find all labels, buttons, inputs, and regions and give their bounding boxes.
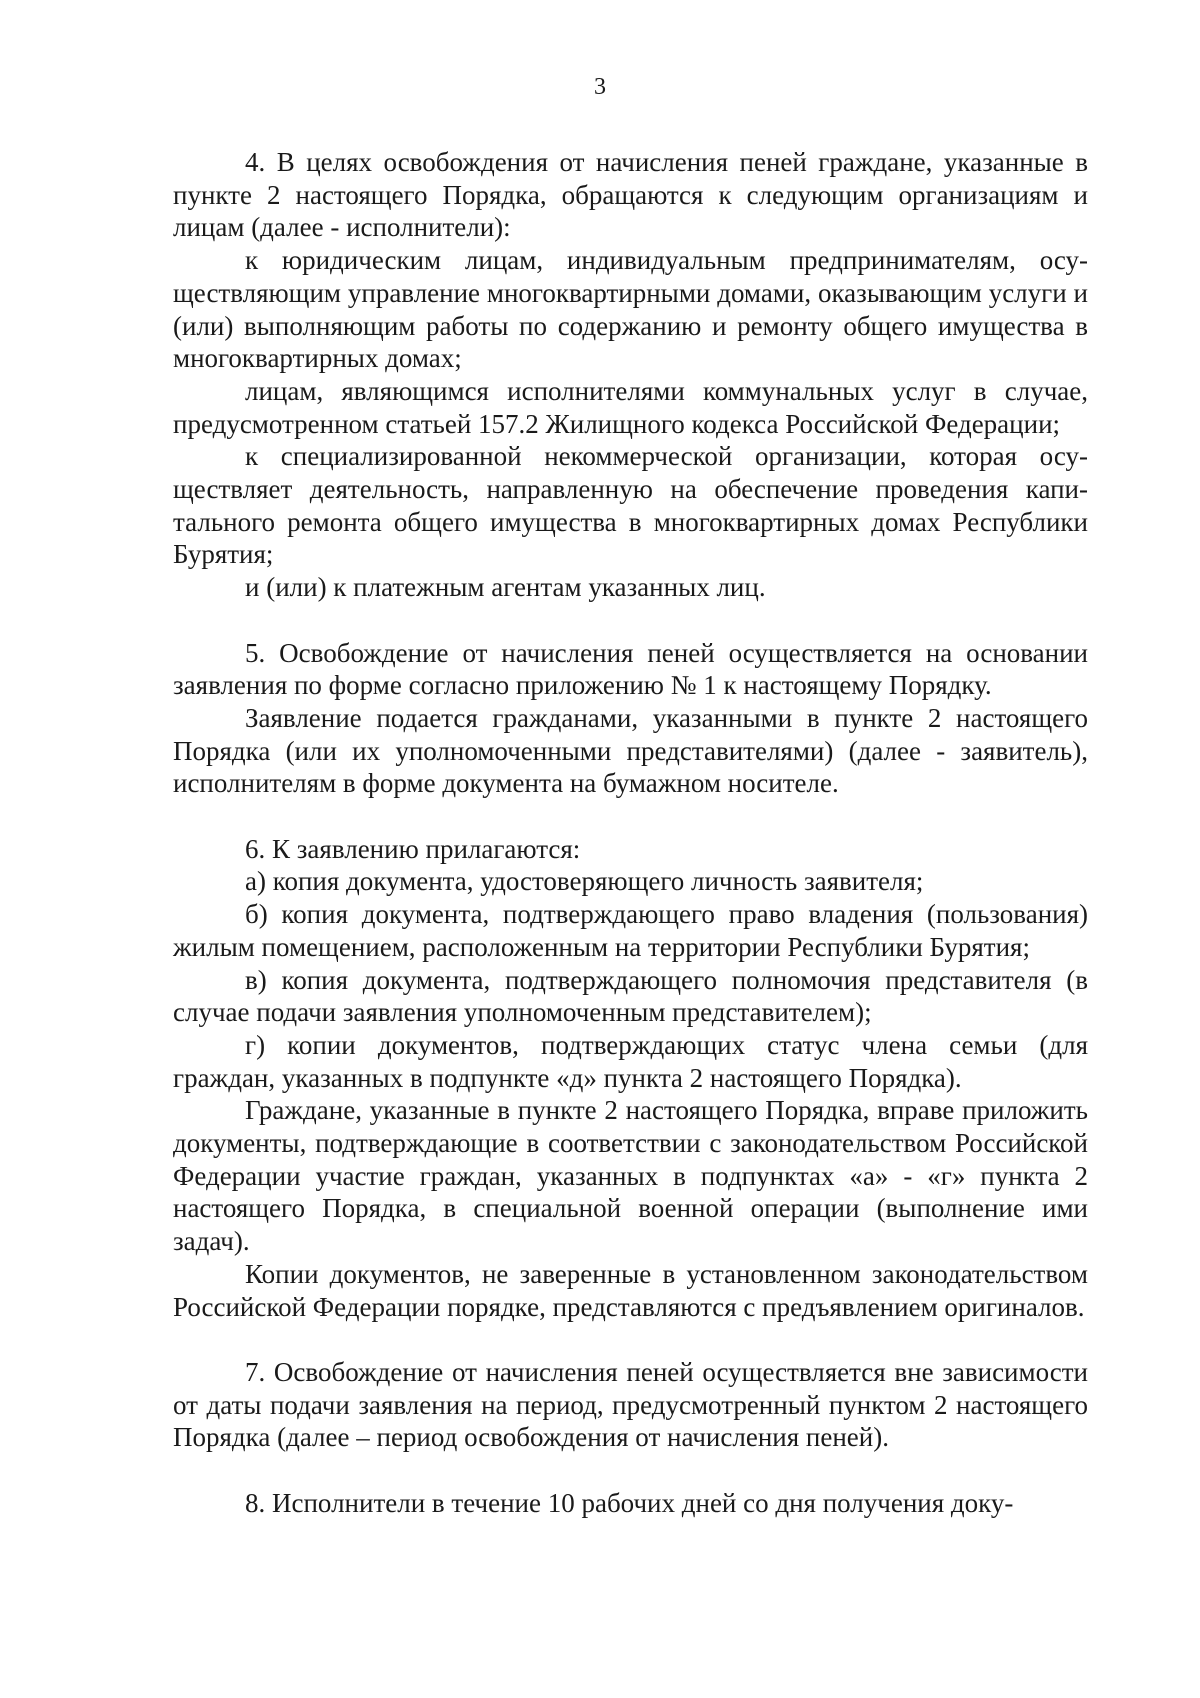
paragraph-6-optional-documents: Граждане, указанные в пункте 2 настоящего Порядка, вправе приложить документы, подтверждающие в соответствии с законодательством Российской Федерации участие граждан, указанных в подпунктах «а» - «г» пункта 2 настоящего Порядка, в специальной военной операции (выполнение ими задач). — [173, 1095, 1088, 1257]
paragraph-4-intro: 4. В целях освобождения от начисления пеней граждане, указанные в пункте 2 настоящего Порядка, обращаются к следующим организациям и лицам (далее - исполнители): — [173, 147, 1088, 243]
paragraph-4-nonprofit-organization: к специализированной некоммерческой организации, которая осуществляет деятельность, направленную на обеспечение проведения капитального ремонта общего имущества в многоквартирных домах Республики Бурятия; — [173, 441, 1088, 570]
paragraph-4-utility-providers: лицам, являющимся исполнителями коммунальных услуг в случае, предусмотренном статьей 157.2 Жилищного кодекса Российской Федерации; — [173, 375, 1088, 439]
paragraph-4-legal-entities: к юридическим лицам, индивидуальным предпринимателям, осуществляющим управление многоквартирными домами, оказывающим услуги и (или) выполняющим работы по содержанию и ремонту общего имущества в многоквартирных домах; — [173, 245, 1088, 374]
paragraph-7-period: 7. Освобождение от начисления пеней осуществляется вне зависимости от даты подачи заявления на период, предусмотренный пунктом 2 настоящего Порядка (далее – период освобождения от начисления пеней). — [173, 1356, 1088, 1453]
paragraph-8-start: 8. Исполнители в течение 10 рабочих дней со дня получения доку- — [245, 1487, 1014, 1518]
paragraph-6-item-v: в) копия документа, подтверждающего полномочия представителя (в случае подачи заявления уполномоченным представителем); — [173, 964, 1088, 1028]
page-number: 3 — [594, 74, 606, 100]
paragraph-5-submission: Заявление подается гражданами, указанными в пункте 2 настоящего Порядка (или их уполномоченными представителями) (далее - заявитель), исполнителям в форме документа на бумажном носителе. — [173, 702, 1088, 799]
paragraph-4-payment-agents: и (или) к платежным агентам указанных лиц. — [245, 572, 766, 603]
paragraph-6-copies-note: Копии документов, не заверенные в установленном законодательством Российской Федерации порядке, представляются с предъявлением оригиналов. — [173, 1258, 1088, 1322]
paragraph-6-item-b: б) копия документа, подтверждающего право владения (пользования) жилым помещением, расположенным на территории Республики Бурятия; — [173, 899, 1088, 962]
paragraph-6-item-g: г) копии документов, подтверждающих статус члена семьи (для граждан, указанных в подпункте «д» пункта 2 настоящего Порядка). — [173, 1029, 1088, 1093]
paragraph-5-basis: 5. Освобождение от начисления пеней осуществляется на основании заявления по форме согласно приложению № 1 к настоящему Порядку. — [173, 637, 1088, 701]
paragraph-6-intro: 6. К заявлению прилагаются: — [245, 833, 581, 864]
document-body — [173, 146, 1088, 1519]
paragraph-6-item-a: а) копия документа, удостоверяющего личность заявителя; — [245, 866, 924, 897]
